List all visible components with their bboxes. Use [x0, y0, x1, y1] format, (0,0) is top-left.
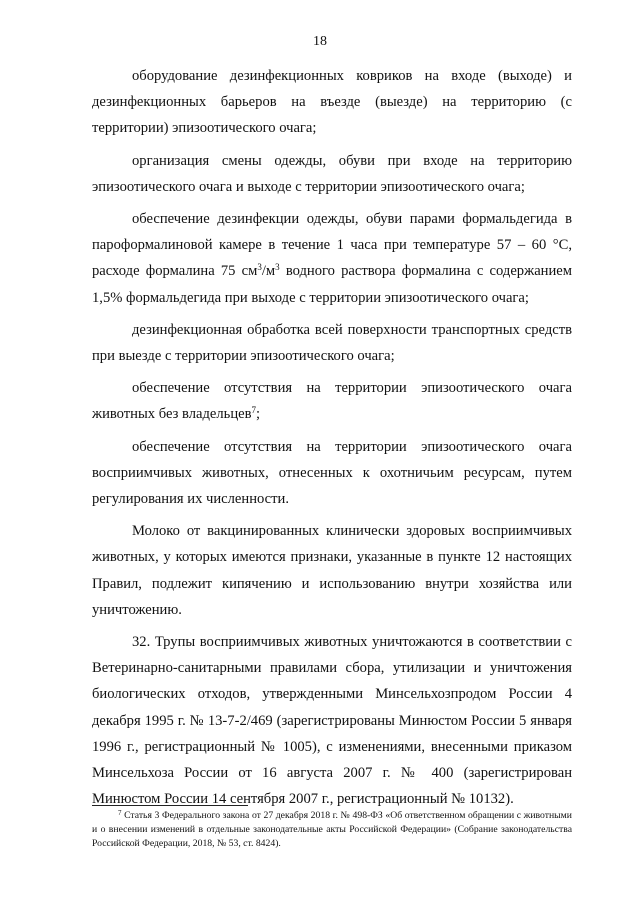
formaldehyde-text-end: водного раствора формалина с содержанием 1,5% формальдегида при выходе с территории эпизоотического очага;: [92, 263, 572, 306]
footnote: [92, 809, 572, 851]
footnote-text: Статья 3 Федерального закона от 27 декабря 2018 г. № 498-ФЗ «Об ответственном обращении с животными и о внесении изменений в отдельные законодательные акты Российской Федерации» (Собрание законодательства Российской Федерации, 2018, № 53, ст. 8424).: [92, 810, 572, 849]
page-number: 18: [313, 34, 327, 49]
unit-superscript: 3: [257, 262, 262, 273]
footnote-divider: [92, 805, 248, 806]
footnote-marker: 7: [118, 809, 122, 817]
paragraph-disinfection-mats: оборудование дезинфекционных ковриков на входе (выходе) и дезинфекционных барьеров на въезде (выезде) на территорию (с территории) эпизоотического очага;: [92, 68, 572, 137]
paragraph-clothing-change: организация смены одежды, обуви при входе на территорию эпизоотического очага и выходе с территории эпизоотического очага;: [92, 152, 572, 195]
paragraph-formaldehyde-treatment: [92, 206, 572, 311]
ownerless-animals-tail: ;: [256, 406, 261, 423]
unit-superscript: 3: [275, 262, 280, 273]
paragraph-ownerless-animals: [92, 375, 572, 427]
paragraph-hunting-resources: обеспечение отсутствия на территории эпизоотического очага восприимчивых животных, отнесенных к охотничьим ресурсам, путем регулирования их численности.: [92, 438, 572, 508]
paragraph-vehicle-treatment: дезинфекционная обработка всей поверхности транспортных средств при выезде с территории эпизоотического очага;: [92, 321, 572, 365]
paragraph-milk: Молоко от вакцинированных клинически здоровых восприимчивых животных, у которых имеются признаки, указанные в пункте 12 настоящих Правил, подлежит кипячению и использованию внутри хозяйства или уничтожению.: [92, 523, 572, 618]
ownerless-animals-text: обеспечение отсутствия на территории эпизоотического очага животных без владельцев: [92, 380, 572, 423]
document-body: [92, 63, 572, 815]
paragraph-item-32: 32. Трупы восприимчивых животных уничтожаются в соответствии с Ветеринарно-санитарными правилами сбора, утилизации и уничтожения биологических отходов, утвержденными Минсельхозпродом России 4 декабря 1995 г. № 13-7-2/469 (зарегистрированы Минюстом России 5 января 1996 г., регистрационный № 1005), с изменениями, внесенными приказом Минсельхоза России от 16 августа 2007 г. № 400 (зарегистрирован Минюстом России 14 сентября 2007 г., регистрационный № 10132).: [92, 634, 572, 808]
unit-divider: /м: [261, 263, 276, 280]
formaldehyde-text-start: обеспечение дезинфекции одежды, обуви парами формальдегида в пароформалиновой камере в течение 1 часа при температуре 57 – 60 °С, расходе формалина 75 см: [92, 211, 572, 280]
footnote-reference: 7: [251, 405, 257, 416]
